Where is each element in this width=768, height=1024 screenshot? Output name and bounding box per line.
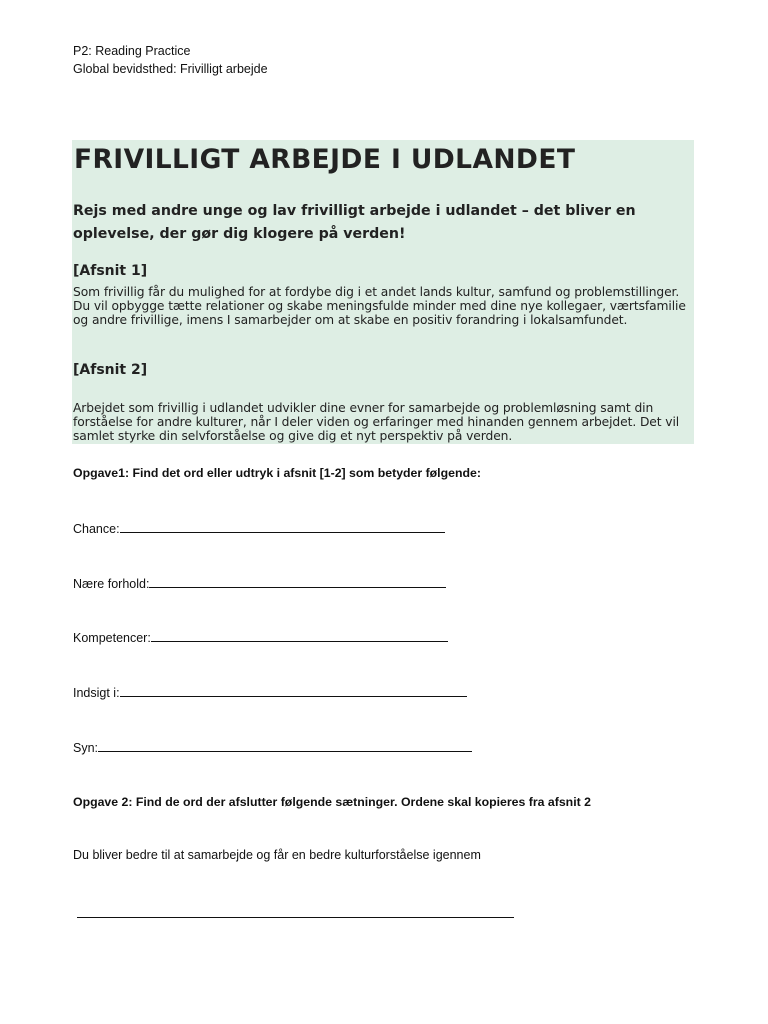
article-title: FRIVILLIGT ARBEJDE I UDLANDET [74,144,576,175]
answer-row-kompetencer [73,629,448,645]
answer-label: Nære forhold: [73,577,150,591]
answer-blank-task-2[interactable] [77,917,514,918]
header-course: P2: Reading Practice [73,44,191,58]
answer-blank[interactable] [149,575,446,588]
article-box [72,140,694,444]
answer-blank[interactable] [120,684,467,697]
answer-row-syn [73,739,472,755]
header-topic: Global bevidsthed: Frivilligt arbejde [73,62,268,76]
section-1-heading: [Afsnit 1] [73,263,148,279]
answer-row-naere-forhold [73,575,446,591]
section-1-text: Som frivillig får du mulighed for at fordybe dig i et andet lands kultur, samfund og problemstillinger. Du vil opbygge tætte relationer og skabe meningsfulde minder med dine nye kollegaer, værtsfamilie og andre frivillige, imens I samarbejder om at skabe en positiv forandring i lokalsamfundet. [73,285,686,328]
answer-blank[interactable] [120,520,445,533]
section-2-heading: [Afsnit 2] [73,362,148,378]
section-2-text: Arbejdet som frivillig i udlandet udvikler dine evner for samarbejde og problemløsning samt din forståelse for andre kulturer, når I deler viden og erfaringer med hinanden gennem arbejdet. Det vil samlet styrke din selvforståelse og give dig et nyt perspektiv på verden. [73,401,680,444]
answer-blank[interactable] [98,739,472,752]
answer-label: Chance: [73,522,120,536]
task-1-heading: Opgave1: Find det ord eller udtryk i afsnit [1-2] som betyder følgende: [73,466,481,480]
answer-label: Kompetencer: [73,631,151,645]
answer-label: Indsigt i: [73,686,120,700]
answer-row-chance [73,520,445,536]
page-header [73,42,268,78]
article-lead: Rejs med andre unge og lav frivilligt arbejde i udlandet – det bliver en oplevelse, der gør dig klogere på verden! [73,203,636,242]
answer-row-indsigt [73,684,467,700]
task-2-sentence: Du bliver bedre til at samarbejde og får en bedre kulturforståelse igennem [73,848,481,862]
answer-label: Syn: [73,741,99,755]
task-2-heading: Opgave 2: Find de ord der afslutter følgende sætninger. Ordene skal kopieres fra afsnit 2 [73,795,591,809]
answer-blank[interactable] [151,629,448,642]
